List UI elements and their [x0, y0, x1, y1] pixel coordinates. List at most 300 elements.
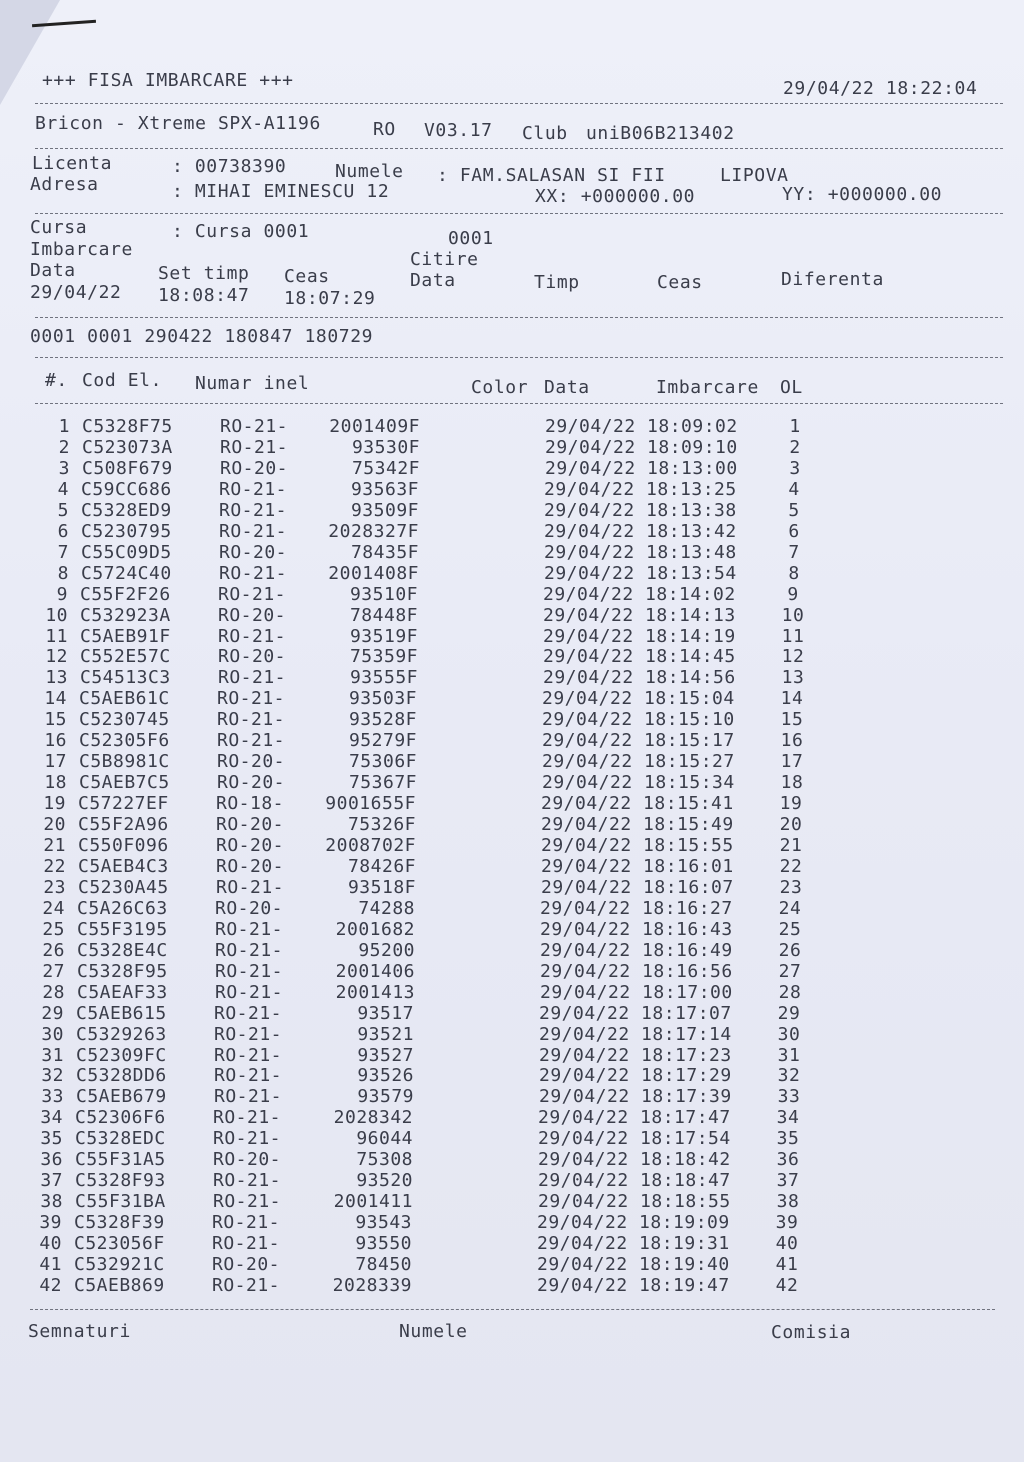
ring-prefix: RO-21- [218, 667, 287, 689]
ring-prefix: RO-20- [216, 835, 285, 856]
electronic-code: C5AEAF33 [77, 981, 168, 1003]
ring-number: 2028339 [332, 1274, 412, 1296]
ring-number: 93526 [357, 1065, 414, 1087]
ring-number: 93579 [357, 1086, 414, 1108]
ol-number: 38 [776, 1191, 800, 1213]
ring-prefix: RO-21- [219, 562, 288, 584]
ring-number: 93517 [357, 1002, 414, 1024]
ol-number: 40 [775, 1233, 799, 1255]
boarding-datetime: 29/04/22 18:13:38 [544, 499, 737, 521]
electronic-code: C5AEB61C [79, 688, 170, 710]
electronic-code: C5B8981C [79, 751, 170, 773]
ring-number: 9001655F [325, 793, 416, 815]
table-row [0, 940, 895, 961]
ring-prefix: RO-21- [218, 583, 287, 605]
row-index: 6 [57, 520, 69, 542]
row-index: 13 [45, 667, 68, 689]
electronic-code: C5329263 [76, 1023, 167, 1045]
electronic-code: C523073A [82, 436, 173, 458]
ring-number: 75367F [348, 772, 417, 794]
ol-number: 13 [781, 667, 805, 689]
boarding-datetime: 29/04/22 18:16:49 [540, 939, 733, 961]
electronic-code: C5328F95 [77, 960, 168, 982]
ol-number: 20 [779, 814, 803, 836]
ol-number: 34 [776, 1107, 800, 1129]
ol-number: 10 [781, 604, 805, 626]
boarding-datetime: 29/04/22 18:09:10 [545, 436, 738, 458]
ol-number: 28 [778, 981, 802, 1003]
electronic-code: C5328EDC [75, 1128, 166, 1150]
electronic-code: C5AEB869 [74, 1274, 165, 1296]
data-value: 29/04/22 [30, 282, 122, 303]
table-row [0, 437, 900, 458]
ring-prefix: RO-21- [213, 1107, 282, 1129]
row-index: 10 [45, 604, 68, 626]
ring-prefix: RO-21- [212, 1233, 281, 1255]
row-index: 17 [44, 751, 67, 773]
boarding-datetime: 29/04/22 18:17:47 [538, 1107, 731, 1129]
boarding-datetime: 29/04/22 18:18:42 [538, 1149, 731, 1171]
row-index: 2 [58, 436, 70, 458]
ring-prefix: RO-20- [213, 1149, 282, 1171]
electronic-code: C5AEB91F [80, 625, 171, 647]
electronic-code: C5328ED9 [81, 499, 172, 521]
col-header-color: Color [471, 377, 529, 398]
ring-number: 93503F [348, 688, 417, 710]
table-row [0, 479, 899, 500]
cursa-code: 0001 [448, 228, 494, 249]
ring-number: 75308 [356, 1149, 413, 1171]
divider [35, 317, 1003, 318]
boarding-datetime: 29/04/22 18:16:07 [541, 876, 734, 898]
ring-number: 95200 [358, 939, 415, 961]
ring-number: 93527 [357, 1044, 414, 1066]
ol-number: 3 [789, 457, 801, 479]
table-row [0, 1212, 892, 1233]
boarding-datetime: 29/04/22 18:17:54 [538, 1128, 731, 1150]
table-row [0, 521, 899, 542]
divider [35, 103, 1003, 104]
boarding-datetime: 29/04/22 18:17:14 [539, 1023, 732, 1045]
ring-number: 93550 [355, 1233, 412, 1255]
ring-prefix: RO-21- [215, 981, 284, 1003]
boarding-datetime: 29/04/22 18:14:45 [543, 646, 736, 668]
timp-label: Timp [534, 272, 580, 293]
ring-number: 93509F [350, 499, 419, 521]
ol-number: 25 [778, 918, 802, 940]
row-index: 15 [44, 709, 67, 731]
divider [30, 1309, 995, 1310]
table-row [0, 1107, 893, 1128]
boarding-datetime: 29/04/22 18:16:27 [540, 897, 733, 919]
col-header-imbarcare: Imbarcare [656, 377, 759, 398]
ring-prefix: RO-21- [218, 625, 287, 647]
row-index: 16 [44, 730, 67, 752]
electronic-code: C52306F6 [75, 1107, 166, 1129]
row-index: 12 [45, 646, 68, 668]
row-index: 25 [42, 918, 65, 940]
boarding-datetime: 29/04/22 18:09:02 [545, 416, 738, 437]
ol-number: 29 [777, 1002, 801, 1024]
row-index: 34 [40, 1107, 63, 1129]
ol-number: 41 [775, 1254, 799, 1275]
ring-number: 74288 [358, 897, 415, 919]
citire-data-label: Data [410, 270, 456, 291]
boarding-datetime: 29/04/22 18:15:55 [541, 835, 734, 856]
club-label: Club [522, 123, 568, 144]
boarding-datetime: 29/04/22 18:17:07 [539, 1002, 732, 1024]
ring-prefix: RO-20- [219, 541, 288, 563]
ring-prefix: RO-21- [216, 876, 285, 898]
table-row [0, 730, 897, 751]
table-row [0, 500, 899, 521]
row-index: 41 [39, 1254, 62, 1275]
boarding-datetime: 29/04/22 18:18:55 [538, 1191, 731, 1213]
electronic-code: C5AEB679 [76, 1086, 167, 1108]
ol-number: 39 [775, 1212, 799, 1234]
ol-number: 2 [789, 436, 801, 458]
electronic-code: C55C09D5 [81, 541, 172, 563]
table-row [0, 856, 896, 877]
ol-number: 32 [777, 1065, 801, 1087]
ring-number: 2001406 [335, 960, 415, 982]
electronic-code: C5328F75 [82, 416, 173, 437]
col-header-idx: #. [45, 370, 68, 391]
footer-semnaturi: Semnaturi [28, 1321, 131, 1342]
ring-prefix: RO-21- [214, 1086, 283, 1108]
ring-number: 93520 [356, 1170, 413, 1192]
table-row [0, 1003, 894, 1024]
electronic-code: C55F31A5 [75, 1149, 166, 1171]
row-index: 11 [45, 625, 68, 647]
col-header-ol: OL [780, 377, 803, 398]
boarding-datetime: 29/04/22 18:14:19 [543, 625, 736, 647]
ring-prefix: RO-21- [215, 960, 284, 982]
ol-number: 5 [788, 499, 800, 521]
boarding-datetime: 29/04/22 18:13:42 [544, 520, 737, 542]
ring-prefix: RO-20- [215, 897, 284, 919]
race-summary-line: 0001 0001 290422 180847 180729 [30, 326, 374, 347]
electronic-code: C59CC686 [81, 478, 172, 500]
boarding-datetime: 29/04/22 18:15:41 [541, 793, 734, 815]
table-row [0, 458, 900, 479]
ring-number: 78450 [355, 1254, 412, 1275]
electronic-code: C5AEB615 [76, 1002, 167, 1024]
ol-number: 23 [779, 876, 803, 898]
boarding-datetime: 29/04/22 18:15:10 [542, 709, 735, 731]
electronic-code: C5AEB7C5 [79, 772, 170, 794]
table-row [0, 772, 897, 793]
row-index: 30 [41, 1023, 64, 1045]
ring-prefix: RO-21- [217, 709, 286, 731]
ring-prefix: RO-21- [213, 1191, 282, 1213]
ring-number: 93555F [349, 667, 418, 689]
ring-number: 78448F [349, 604, 418, 626]
boarding-datetime: 29/04/22 18:15:17 [542, 730, 735, 752]
table-row [0, 584, 898, 605]
ol-number: 7 [788, 541, 800, 563]
device-version: V03.17 [424, 120, 493, 141]
ol-number: 1 [789, 416, 801, 437]
row-index: 36 [40, 1149, 63, 1171]
ring-number: 93528F [348, 709, 417, 731]
table-row [0, 814, 896, 835]
electronic-code: C5328F39 [74, 1212, 165, 1234]
ring-number: 93543 [355, 1212, 412, 1234]
device-brand: Bricon - Xtreme SPX-A1196 [35, 113, 321, 134]
electronic-code: C5724C40 [81, 562, 172, 584]
electronic-code: C5230795 [81, 520, 172, 542]
boarding-datetime: 29/04/22 18:16:01 [541, 855, 734, 877]
ol-number: 30 [777, 1023, 801, 1045]
divider [35, 213, 1003, 214]
boarding-datetime: 29/04/22 18:14:02 [543, 583, 736, 605]
boarding-datetime: 29/04/22 18:19:31 [537, 1233, 730, 1255]
set-timp-value: 18:08:47 [158, 285, 250, 306]
table-row [0, 877, 896, 898]
electronic-code: C5230745 [79, 709, 170, 731]
table-row [0, 919, 895, 940]
ring-number: 2008702F [325, 835, 416, 856]
ring-prefix: RO-21- [219, 520, 288, 542]
row-index: 22 [43, 855, 66, 877]
row-index: 7 [57, 541, 69, 563]
ol-number: 9 [787, 583, 799, 605]
ring-prefix: RO-20- [218, 646, 287, 668]
row-index: 37 [40, 1170, 63, 1192]
boarding-datetime: 29/04/22 18:17:39 [539, 1086, 732, 1108]
table-row [0, 542, 899, 563]
row-index: 31 [41, 1044, 64, 1066]
boarding-datetime: 29/04/22 18:14:13 [543, 604, 736, 626]
boarding-datetime: 29/04/22 18:17:23 [539, 1044, 732, 1066]
electronic-code: C55F31BA [75, 1191, 166, 1213]
table-row [0, 898, 895, 919]
row-index: 21 [43, 835, 66, 856]
boarding-datetime: 29/04/22 18:15:34 [542, 772, 735, 794]
ring-number: 2028342 [333, 1107, 413, 1129]
numele-value: : FAM.SALASAN SI FII [437, 165, 666, 186]
footer-numele: Numele [399, 1321, 468, 1342]
coord-yy: YY: +000000.00 [782, 184, 943, 205]
row-index: 4 [57, 478, 69, 500]
divider [35, 148, 1003, 149]
ol-number: 22 [779, 855, 803, 877]
ol-number: 42 [775, 1274, 799, 1296]
boarding-datetime: 29/04/22 18:13:54 [544, 562, 737, 584]
table-row [0, 1191, 893, 1212]
ring-prefix: RO-21- [214, 1002, 283, 1024]
ring-prefix: RO-21- [212, 1274, 281, 1296]
citire-label: Citire [410, 249, 479, 270]
ol-number: 17 [780, 751, 804, 773]
device-country: RO [373, 119, 396, 140]
table-row [0, 1149, 893, 1170]
ring-prefix: RO-21- [213, 1128, 282, 1150]
table-row [0, 961, 895, 982]
ring-prefix: RO-20- [218, 604, 287, 626]
ring-prefix: RO-20- [217, 772, 286, 794]
row-index: 14 [44, 688, 67, 710]
ring-prefix: RO-21- [213, 1170, 282, 1192]
boarding-datetime: 29/04/22 18:16:43 [540, 918, 733, 940]
ol-number: 36 [776, 1149, 800, 1171]
row-index: 20 [43, 814, 66, 836]
ring-prefix: RO-21- [214, 1044, 283, 1066]
electronic-code: C5328DD6 [76, 1065, 167, 1087]
adresa-label: Adresa [30, 174, 99, 195]
ring-prefix: RO-18- [216, 793, 285, 815]
boarding-datetime: 29/04/22 18:18:47 [538, 1170, 731, 1192]
print-datetime: 29/04/22 18:22:04 [783, 78, 978, 99]
ring-prefix: RO-21- [217, 688, 286, 710]
row-index: 23 [43, 876, 66, 898]
ring-number: 2001682 [335, 918, 415, 940]
ring-prefix: RO-20- [220, 457, 289, 479]
table-row [0, 1233, 892, 1254]
row-index: 32 [41, 1065, 64, 1087]
ring-number: 93519F [349, 625, 418, 647]
table-row [0, 667, 898, 688]
electronic-code: C54513C3 [80, 667, 171, 689]
row-index: 38 [40, 1191, 63, 1213]
ring-prefix: RO-21- [220, 436, 289, 458]
table-row [0, 688, 897, 709]
boarding-datetime: 29/04/22 18:15:49 [541, 814, 734, 836]
ring-prefix: RO-21- [212, 1212, 281, 1234]
adresa-value: : MIHAI EMINESCU 12 [172, 181, 390, 202]
diferenta-label: Diferenta [781, 269, 884, 290]
boarding-datetime: 29/04/22 18:16:56 [540, 960, 733, 982]
imbarcare-label: Imbarcare [30, 239, 133, 260]
ring-number: 96044 [356, 1128, 413, 1150]
col-header-data: Data [544, 377, 590, 398]
table-row [0, 563, 899, 584]
ring-number: 75326F [347, 814, 416, 836]
ring-number: 2001409F [329, 416, 420, 437]
electronic-code: C5AEB4C3 [78, 855, 169, 877]
cursa-value: : Cursa 0001 [172, 221, 310, 242]
table-row [0, 1045, 894, 1066]
licenta-label: Licenta [32, 153, 113, 174]
ol-number: 35 [776, 1128, 800, 1150]
boarding-datetime: 29/04/22 18:13:48 [544, 541, 737, 563]
table-row [0, 416, 900, 437]
row-index: 27 [42, 960, 65, 982]
ring-prefix: RO-21- [219, 499, 288, 521]
table-row [0, 793, 896, 814]
row-index: 8 [57, 562, 69, 584]
divider [35, 403, 1003, 404]
boarding-datetime: 29/04/22 18:15:27 [542, 751, 735, 773]
ceas2-label: Ceas [657, 272, 703, 293]
electronic-code: C550F096 [78, 835, 169, 856]
boarding-datetime: 29/04/22 18:19:40 [537, 1254, 730, 1275]
ring-number: 2001408F [328, 562, 419, 584]
divider [35, 357, 1003, 358]
ol-number: 6 [788, 520, 800, 542]
ol-number: 21 [779, 835, 803, 856]
ring-prefix: RO-21- [219, 478, 288, 500]
boarding-datetime: 29/04/22 18:19:47 [537, 1274, 730, 1296]
ring-number: 93530F [351, 436, 420, 458]
row-index: 28 [42, 981, 65, 1003]
ring-number: 95279F [348, 730, 417, 752]
ol-number: 4 [788, 478, 800, 500]
boarding-datetime: 29/04/22 18:14:56 [543, 667, 736, 689]
ol-number: 24 [778, 897, 802, 919]
row-index: 5 [57, 499, 69, 521]
table-row [0, 1086, 894, 1107]
licenta-value: : 00738390 [172, 156, 287, 177]
ol-number: 31 [777, 1044, 801, 1066]
electronic-code: C5328F93 [75, 1170, 166, 1192]
cursa-label: Cursa [30, 217, 88, 238]
table-row [0, 751, 897, 772]
col-header-cod: Cod El. [82, 370, 163, 391]
ring-prefix: RO-21- [220, 416, 289, 437]
ol-number: 37 [776, 1170, 800, 1192]
ring-number: 78426F [347, 855, 416, 877]
table-row [0, 1065, 894, 1086]
row-index: 1 [58, 416, 70, 437]
row-index: 39 [39, 1212, 62, 1234]
table-row [0, 626, 898, 647]
ring-prefix: RO-21- [217, 730, 286, 752]
set-timp-label: Set timp [158, 263, 250, 284]
boarding-datetime: 29/04/22 18:17:29 [539, 1065, 732, 1087]
ol-number: 27 [778, 960, 802, 982]
ring-number: 75342F [351, 457, 420, 479]
electronic-code: C55F2F26 [80, 583, 171, 605]
ol-number: 8 [788, 562, 800, 584]
ceas-value: 18:07:29 [284, 288, 376, 309]
electronic-code: C552E57C [80, 646, 171, 668]
electronic-code: C57227EF [78, 793, 169, 815]
row-index: 33 [41, 1086, 64, 1108]
row-index: 29 [41, 1002, 64, 1024]
ring-prefix: RO-20- [216, 814, 285, 836]
electronic-code: C532921C [74, 1254, 165, 1275]
row-index: 35 [40, 1128, 63, 1150]
row-index: 24 [42, 897, 65, 919]
coord-xx: XX: +000000.00 [535, 186, 696, 207]
row-index: 19 [43, 793, 66, 815]
ring-number: 93510F [349, 583, 418, 605]
table-row [0, 646, 898, 667]
ring-number: 2001411 [333, 1191, 413, 1213]
numele-label: Numele [335, 161, 404, 182]
ring-number: 93518F [347, 876, 416, 898]
col-header-inel: Numar inel [195, 373, 310, 394]
ol-number: 11 [781, 625, 805, 647]
boarding-datetime: 29/04/22 18:13:25 [544, 478, 737, 500]
table-row [0, 605, 898, 626]
row-index: 42 [39, 1274, 62, 1296]
table-row [0, 1170, 893, 1191]
row-index: 9 [56, 583, 68, 605]
table-row [0, 1254, 892, 1275]
table-row [0, 709, 897, 730]
footer-comisia: Comisia [771, 1322, 852, 1343]
electronic-code: C532923A [80, 604, 171, 626]
boarding-datetime: 29/04/22 18:13:00 [545, 457, 738, 479]
table-row [0, 1128, 893, 1149]
ol-number: 15 [780, 709, 804, 731]
ring-prefix: RO-21- [214, 1065, 283, 1087]
table-row [0, 1275, 892, 1296]
ceas-label: Ceas [284, 266, 330, 287]
